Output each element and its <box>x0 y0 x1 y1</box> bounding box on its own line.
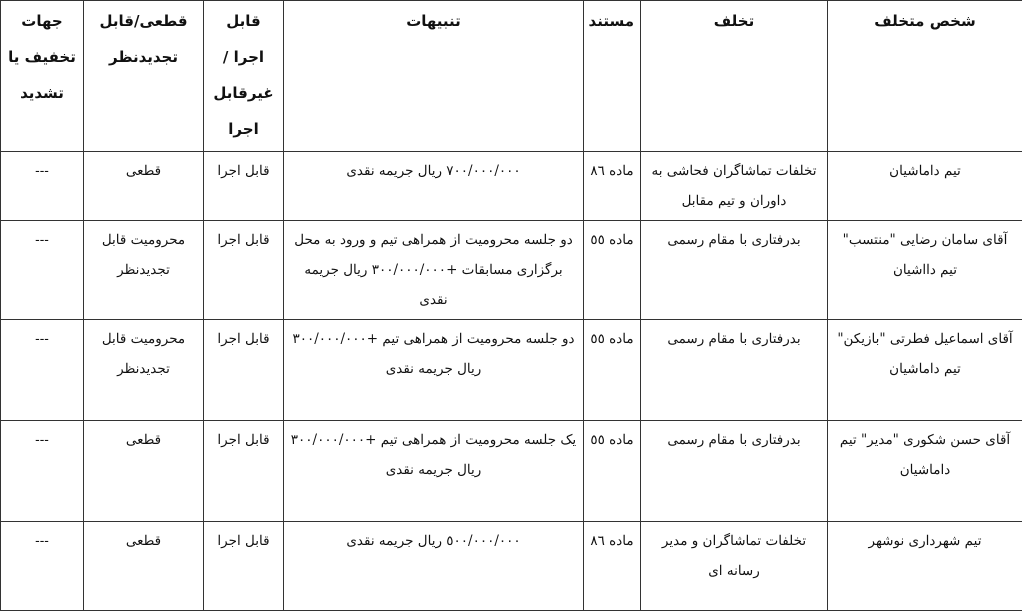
cell-violation: بدرفتاری با مقام رسمی <box>641 320 828 421</box>
cell-enforceable: قابل اجرا <box>204 421 284 522</box>
cell-mitigation: --- <box>1 320 84 421</box>
cell-mitigation: --- <box>1 421 84 522</box>
cell-violation: تخلفات تماشاگران و مدیر رسانه ای <box>641 522 828 611</box>
header-person: شخص متخلف <box>828 1 1022 152</box>
cell-person: آقای حسن شکوری "مدیر" تیم داماشیان <box>828 421 1022 522</box>
cell-final: محرومیت قابل تجدیدنظر <box>84 221 204 320</box>
cell-final: قطعی <box>84 152 204 221</box>
cell-person: آقای اسماعیل فطرتی "بازیکن" تیم داماشیان <box>828 320 1022 421</box>
cell-enforceable: قابل اجرا <box>204 320 284 421</box>
cell-person: تیم داماشیان <box>828 152 1022 221</box>
cell-final: قطعی <box>84 421 204 522</box>
header-penalty: تنبیهات <box>284 1 584 152</box>
table-row <box>1 221 1022 320</box>
cell-penalty: دو جلسه محرومیت از همراهی تیم و ورود به محل برگزاری مسابقات +٣٠٠/٠٠٠/٠٠٠ ریال جریمه نقدی <box>284 221 584 320</box>
cell-violation: بدرفتاری با مقام رسمی <box>641 421 828 522</box>
cell-penalty: یک جلسه محرومیت از همراهی تیم +٣٠٠/٠٠٠/٠٠٠ ریال جریمه نقدی <box>284 421 584 522</box>
cell-basis: ماده ٥٥ <box>584 320 641 421</box>
header-basis: مستند <box>584 1 641 152</box>
cell-penalty: ٧٠٠/٠٠٠/٠٠٠ ریال جریمه نقدی <box>284 152 584 221</box>
cell-basis: ماده ٨٦ <box>584 522 641 611</box>
cell-mitigation: --- <box>1 221 84 320</box>
cell-basis: ماده ٥٥ <box>584 221 641 320</box>
cell-person: تیم شهرداری نوشهر <box>828 522 1022 611</box>
header-enforceable: قابل اجرا /غیرقابل اجرا <box>204 1 284 152</box>
cell-mitigation: --- <box>1 522 84 611</box>
cell-enforceable: قابل اجرا <box>204 152 284 221</box>
cell-basis: ماده ٨٦ <box>584 152 641 221</box>
cell-mitigation: --- <box>1 152 84 221</box>
cell-violation: بدرفتاری با مقام رسمی <box>641 221 828 320</box>
table-row <box>1 152 1022 221</box>
cell-person: آقای سامان رضایی "منتسب" تیم دااشیان <box>828 221 1022 320</box>
cell-enforceable: قابل اجرا <box>204 221 284 320</box>
header-final: قطعی/قابل تجدیدنظر <box>84 1 204 152</box>
header-row <box>1 1 1022 152</box>
cell-basis: ماده ٥٥ <box>584 421 641 522</box>
cell-penalty: دو جلسه محرومیت از همراهی تیم +٣٠٠/٠٠٠/٠٠٠ ریال جریمه نقدی <box>284 320 584 421</box>
cell-final: محرومیت قابل تجدیدنظر <box>84 320 204 421</box>
cell-penalty: ٥٠٠/٠٠٠/٠٠٠ ریال جریمه نقدی <box>284 522 584 611</box>
cell-final: قطعی <box>84 522 204 611</box>
table-row <box>1 421 1022 522</box>
cell-violation: تخلفات تماشاگران فحاشی به داوران و تیم مقابل <box>641 152 828 221</box>
table-row <box>1 522 1022 611</box>
table-row <box>1 320 1022 421</box>
header-violation: تخلف <box>641 1 828 152</box>
cell-enforceable: قابل اجرا <box>204 522 284 611</box>
header-mitigation: جهات تخفیف یا تشدید <box>1 1 84 152</box>
